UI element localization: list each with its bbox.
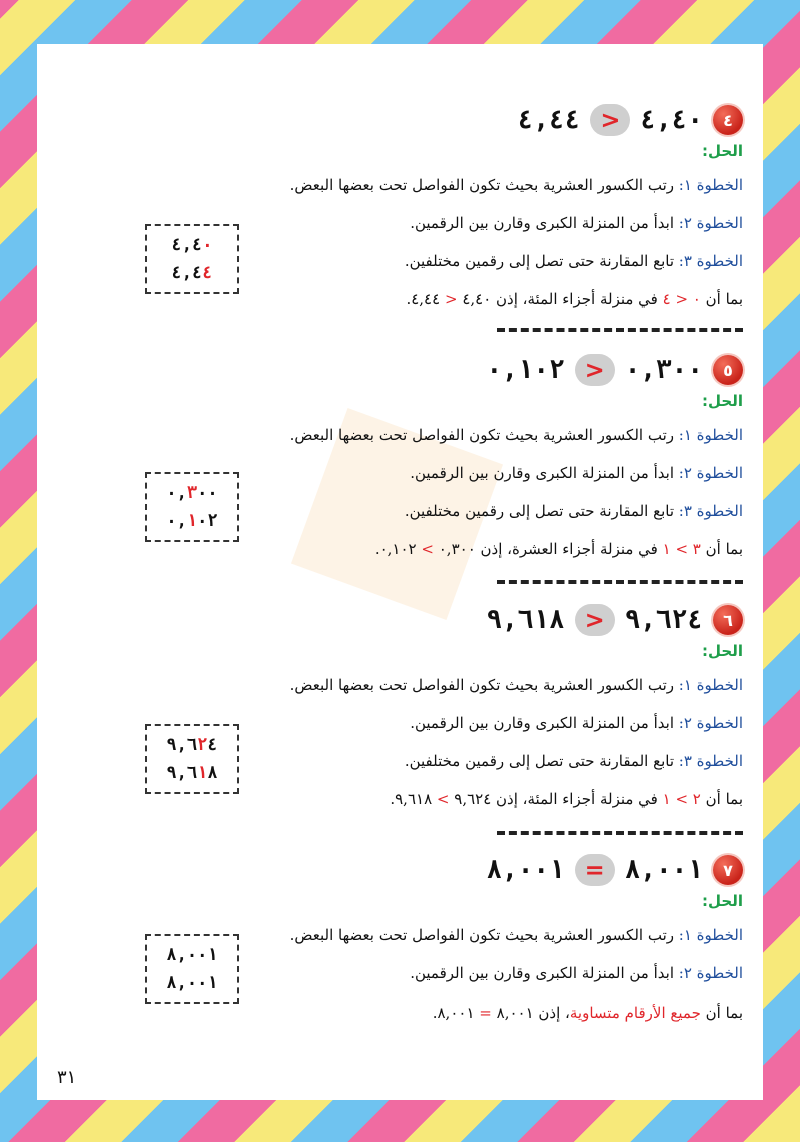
solution-label: الحل: xyxy=(702,892,743,910)
step-2: الخطوة ٢: ابدأ من المنزلة الكبرى وقارن بين الرقمين. xyxy=(410,714,743,732)
step-3: الخطوة ٣: تابع المقارنة حتى تصل إلى رقمين مختلفين. xyxy=(404,502,743,520)
conclusion: بما أن ٢ > ١ في منزلة أجزاء المئة، إذن ٩,٦٢٤ > ٩,٦١٨. xyxy=(390,790,743,808)
solution-label: الحل: xyxy=(702,142,743,160)
comparison-operator: = xyxy=(575,854,615,886)
page-number: ٣١ xyxy=(57,1067,77,1088)
alignment-box xyxy=(145,724,239,794)
alignment-box xyxy=(145,934,239,1004)
problem-number-badge: ٦ xyxy=(713,605,743,635)
step-2: الخطوة ٢: ابدأ من المنزلة الكبرى وقارن بين الرقمين. xyxy=(410,964,743,982)
box-row-2: ٩,٦١٨ xyxy=(166,763,218,783)
problem-number-badge: ٤ xyxy=(713,105,743,135)
step-3: الخطوة ٣: تابع المقارنة حتى تصل إلى رقمين مختلفين. xyxy=(404,252,743,270)
problem-header xyxy=(486,602,743,638)
box-row-2: ٤,٤٤ xyxy=(171,263,213,283)
box-row-2: ٨,٠٠١ xyxy=(166,973,218,993)
step-2: الخطوة ٢: ابدأ من المنزلة الكبرى وقارن بين الرقمين. xyxy=(410,464,743,482)
right-number: ٤,٤٤ xyxy=(517,105,581,135)
comparison-operator: > xyxy=(590,104,630,136)
problem-number-badge: ٧ xyxy=(713,855,743,885)
left-number: ٨,٠٠١ xyxy=(624,855,703,885)
left-number: ٤,٤٠ xyxy=(640,105,703,135)
box-row-1: ٨,٠٠١ xyxy=(166,945,218,965)
right-number: ٩,٦١٨ xyxy=(486,605,565,635)
problem-number-badge: ٥ xyxy=(713,355,743,385)
step-1: الخطوة ١: رتب الكسور العشرية بحيث تكون الفواصل تحت بعضها البعض. xyxy=(289,676,743,694)
conclusion: بما أن ٠ < ٤ في منزلة أجزاء المئة، إذن ٤,٤٠ < ٤,٤٤. xyxy=(406,290,743,308)
box-row-1: ٤,٤٠ xyxy=(171,235,213,255)
problem-header xyxy=(486,352,743,388)
box-row-2: ٠,١٠٢ xyxy=(166,511,218,531)
separator xyxy=(497,580,743,584)
box-row-1: ٠,٣٠٠ xyxy=(166,483,218,503)
solution-label: الحل: xyxy=(702,392,743,410)
comparison-operator: > xyxy=(575,604,615,636)
left-number: ٠,٣٠٠ xyxy=(624,355,703,385)
step-2: الخطوة ٢: ابدأ من المنزلة الكبرى وقارن بين الرقمين. xyxy=(410,214,743,232)
conclusion: بما أن ٣ > ١ في منزلة أجزاء العشرة، إذن ٠,٣٠٠ > ٠,١٠٢. xyxy=(374,540,743,558)
step-1: الخطوة ١: رتب الكسور العشرية بحيث تكون الفواصل تحت بعضها البعض. xyxy=(289,426,743,444)
right-number: ٨,٠٠١ xyxy=(486,855,565,885)
step-1: الخطوة ١: رتب الكسور العشرية بحيث تكون الفواصل تحت بعضها البعض. xyxy=(289,176,743,194)
separator xyxy=(497,328,743,332)
alignment-box xyxy=(145,224,239,294)
alignment-box xyxy=(145,472,239,542)
right-number: ٠,١٠٢ xyxy=(486,355,565,385)
separator xyxy=(497,831,743,835)
conclusion: بما أن جميع الأرقام متساوية، إذن ٨,٠٠١ = ٨,٠٠١. xyxy=(432,1004,743,1022)
comparison-operator: > xyxy=(575,354,615,386)
box-row-1: ٩,٦٢٤ xyxy=(166,735,218,755)
solution-label: الحل: xyxy=(702,642,743,660)
problem-header xyxy=(486,852,743,888)
left-number: ٩,٦٢٤ xyxy=(624,605,703,635)
step-1: الخطوة ١: رتب الكسور العشرية بحيث تكون الفواصل تحت بعضها البعض. xyxy=(289,926,743,944)
worksheet-page xyxy=(37,44,763,1100)
problem-header xyxy=(518,102,743,138)
step-3: الخطوة ٣: تابع المقارنة حتى تصل إلى رقمين مختلفين. xyxy=(404,752,743,770)
